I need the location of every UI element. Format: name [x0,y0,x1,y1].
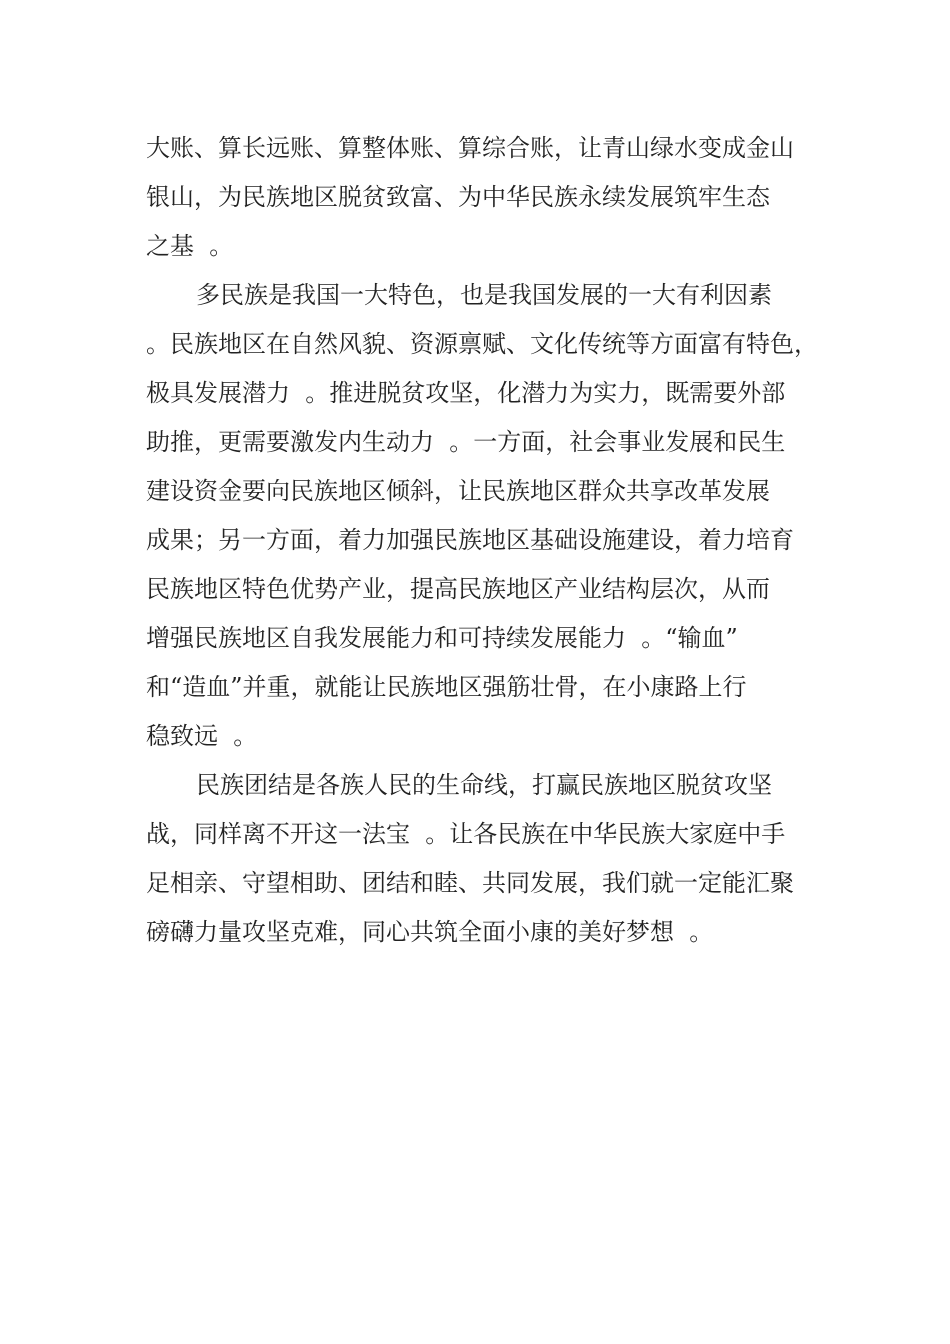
text-line: 战，同样离不开这一法宝 。让各民族在中华民族大家庭中手 [146,820,786,848]
text-line: 足相亲、守望相助、团结和睦、共同发展，我们就一定能汇聚 [146,869,794,897]
text-line: 磅礴力量攻坚克难，同心共筑全面小康的美好梦想 。 [146,918,714,946]
text-line: 。民族地区在自然风貌、资源禀赋、文化传统等方面富有特色， [146,330,818,358]
text-line: 增强民族地区自我发展能力和可持续发展能力 。“输血” [146,624,738,652]
text-line: 助推，更需要激发内生动力 。一方面，社会事业发展和民生 [146,428,786,456]
text-line: 银山，为民族地区脱贫致富、为中华民族永续发展筑牢生态 [146,183,770,211]
text-line: 和“造血”并重，就能让民族地区强筋壮骨，在小康路上行 [146,673,747,701]
text-line: 稳致远 。 [146,722,258,750]
text-line: 多民族是我国一大特色，也是我国发展的一大有利因素 [196,281,772,309]
paragraph-3 [146,761,806,957]
text-line: 之基 。 [146,232,234,260]
text-line: 民族地区特色优势产业，提高民族地区产业结构层次，从而 [146,575,770,603]
text-line: 成果；另一方面，着力加强民族地区基础设施建设，着力培育 [146,526,794,554]
document-body [146,124,818,957]
paragraph-1 [146,124,806,271]
text-line: 民族团结是各族人民的生命线，打赢民族地区脱贫攻坚 [196,771,772,799]
paragraph-2 [146,271,818,761]
text-line: 建设资金要向民族地区倾斜，让民族地区群众共享改革发展 [146,477,770,505]
text-line: 大账、算长远账、算整体账、算综合账，让青山绿水变成金山 [146,134,794,162]
text-line: 极具发展潜力 。推进脱贫攻坚，化潜力为实力，既需要外部 [146,379,786,407]
